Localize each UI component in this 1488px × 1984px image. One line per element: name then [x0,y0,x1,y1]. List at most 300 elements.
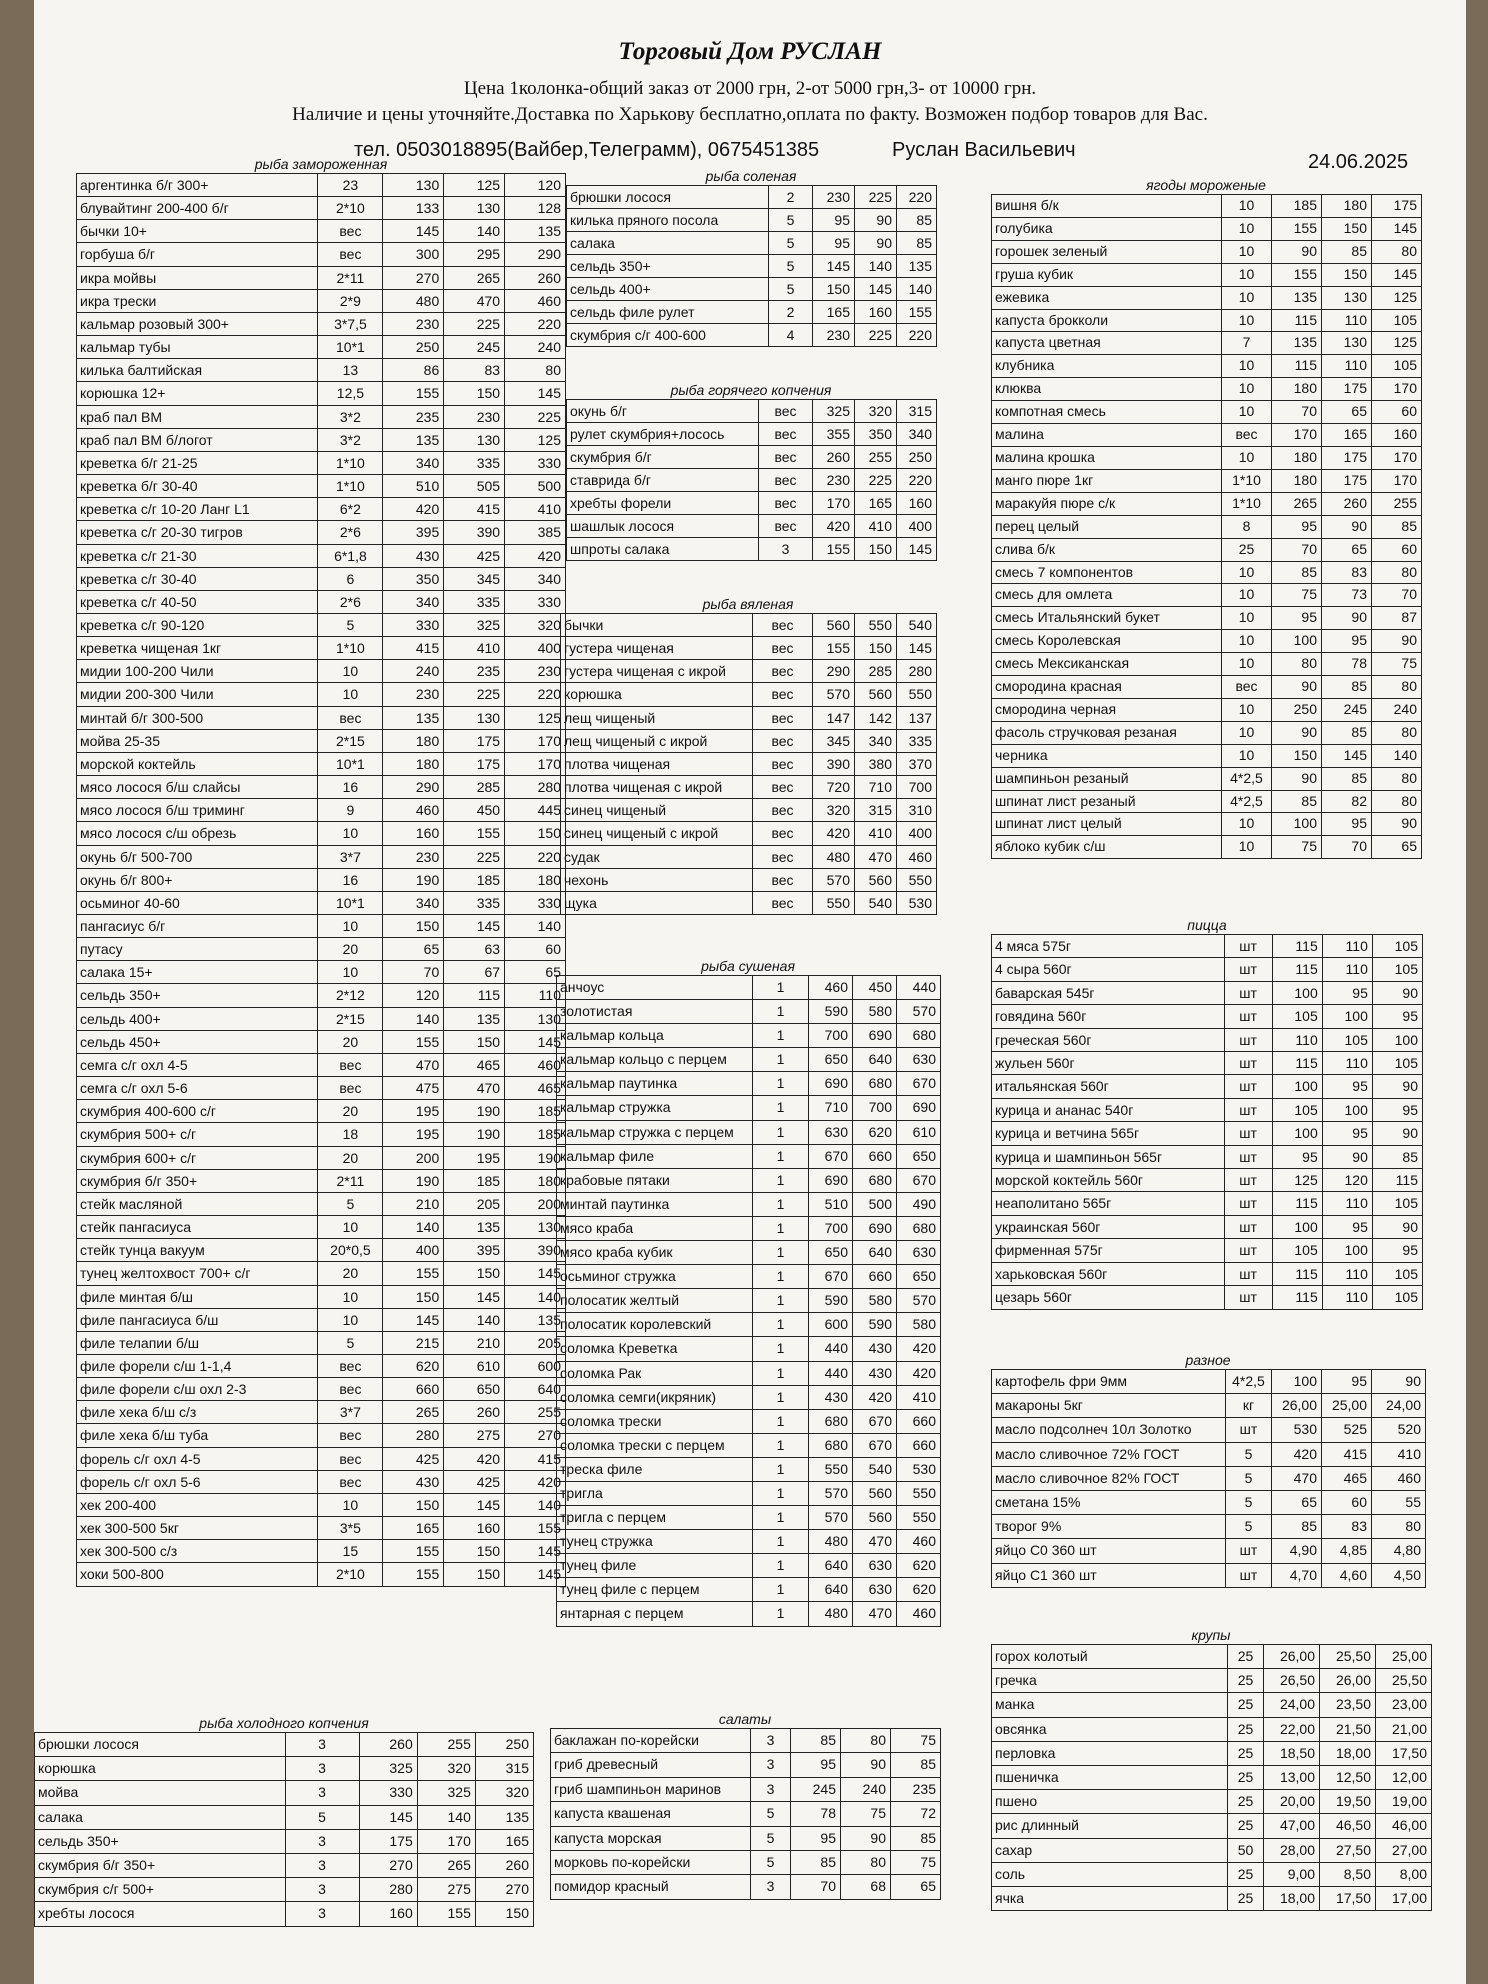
table-row [557,1192,941,1216]
product-name: лещ чищеный с икрой [561,729,753,752]
price-tier-2: 130 [444,706,505,729]
table-row [77,776,566,799]
price-tier-1: 20,00 [1264,1790,1320,1814]
price-tier-2: 240 [841,1777,891,1801]
pack-unit: 1*10 [318,451,383,474]
price-tier-2: 430 [853,1361,897,1385]
price-tier-1: 145 [383,220,444,243]
price-tier-3: 140 [1372,744,1422,767]
price-tier-2: 650 [444,1378,505,1401]
table-row [992,240,1422,263]
product-name: соль [992,1862,1228,1886]
price-tier-2: 80 [841,1729,891,1753]
price-tier-1: 115 [1272,1286,1322,1309]
price-tier-1: 155 [383,1262,444,1285]
pack-unit: 6*2 [318,498,383,521]
product-name: хек 300-500 с/з [77,1540,318,1563]
price-tier-2: 175 [1322,378,1372,401]
table-row [992,1098,1423,1121]
product-name: горошек зеленый [992,240,1222,263]
price-tier-2: 165 [855,492,897,515]
table-row [77,475,566,498]
price-tier-3: 85 [897,209,937,232]
price-tier-1: 425 [383,1447,444,1470]
product-name: тунец стружка [557,1530,753,1554]
price-tier-1: 670 [809,1265,853,1289]
pack-unit: 3 [751,1777,791,1801]
price-tier-1: 700 [809,1216,853,1240]
pack-unit: 10 [1222,217,1272,240]
price-tier-3: 460 [897,1530,941,1554]
pack-unit: 1*10 [318,637,383,660]
product-name: шпинат лист резаный [992,790,1222,813]
table-row [561,706,937,729]
price-tier-2: 410 [855,515,897,538]
price-tier-2: 275 [444,1424,505,1447]
price-tier-2: 430 [853,1337,897,1361]
price-tier-3: 330 [505,590,566,613]
price-tier-1: 145 [383,1308,444,1331]
price-tier-3: 75 [1372,653,1422,676]
price-tier-3: 145 [1372,263,1422,286]
price-tier-3: 27,00 [1376,1838,1432,1862]
table-row [557,1144,941,1168]
pack-unit: 25 [1228,1887,1264,1911]
product-name: окунь б/г [567,400,759,423]
price-table [550,1728,941,1900]
price-tier-2: 90 [1322,1145,1372,1168]
price-tier-1: 680 [809,1433,853,1457]
table-row [992,1790,1432,1814]
product-name: клубника [992,355,1222,378]
table-row [557,1265,941,1289]
pack-unit: вес [753,706,813,729]
table-row [77,891,566,914]
product-name: кальмар розовый 300+ [77,312,318,335]
price-tier-1: 135 [1272,286,1322,309]
pack-unit: вес [759,400,813,423]
section-title: рыба вяленая [702,596,794,612]
price-tier-3: 690 [897,1096,941,1120]
price-tier-2: 150 [444,1030,505,1053]
price-tier-1: 47,00 [1264,1814,1320,1838]
price-tier-1: 13,00 [1264,1766,1320,1790]
product-name: аргентинка б/г 300+ [77,174,318,197]
price-tier-1: 95 [1272,515,1322,538]
price-tier-2: 315 [855,799,897,822]
table-row [77,451,566,474]
product-name: чехонь [561,868,753,891]
price-tier-3: 580 [897,1313,941,1337]
price-tier-1: 265 [383,1401,444,1424]
price-tier-2: 125 [444,174,505,197]
product-name: мясо краба кубик [557,1241,753,1265]
price-tier-1: 24,00 [1264,1693,1320,1717]
product-name: скумбрия б/г [567,446,759,469]
price-tier-3: 130 [505,1216,566,1239]
price-tier-1: 130 [383,174,444,197]
product-name: шпроты салака [567,538,759,561]
price-tier-1: 190 [383,868,444,891]
price-tier-3: 390 [505,1239,566,1262]
product-name: краб пал ВМ б/логот [77,428,318,451]
product-name: масло сливочное 82% ГОСТ [992,1466,1226,1490]
price-tier-2: 325 [417,1781,475,1805]
price-tier-2: 80 [841,1851,891,1875]
price-tier-1: 340 [383,451,444,474]
price-tier-2: 470 [444,289,505,312]
price-tier-1: 90 [1272,240,1322,263]
product-name: скумбрия б/г 350+ [35,1854,286,1878]
price-tier-3: 175 [1372,195,1422,218]
product-name: креветка б/г 30-40 [77,475,318,498]
table-row [35,1805,534,1829]
pack-unit: 1 [753,1072,809,1096]
price-tier-2: 12,50 [1320,1766,1376,1790]
price-tier-2: 63 [444,938,505,961]
price-tier-3: 205 [505,1331,566,1354]
table-row [557,1530,941,1554]
price-tier-2: 670 [853,1433,897,1457]
table-row [77,1169,566,1192]
price-tier-1: 390 [813,752,855,775]
price-tier-2: 90 [841,1753,891,1777]
price-list-sheet [34,0,1466,1984]
price-tier-3: 255 [1372,492,1422,515]
table-row [77,729,566,752]
pack-unit: вес [759,423,813,446]
price-tier-3: 320 [505,613,566,636]
pack-unit: вес [318,243,383,266]
price-tier-1: 325 [813,400,855,423]
product-name: филе форели с/ш 1-1,4 [77,1354,318,1377]
product-name: пангасиус б/г [77,915,318,938]
price-tier-2: 560 [853,1506,897,1530]
price-tier-2: 140 [444,1308,505,1331]
product-name: краб пал ВМ [77,405,318,428]
price-tier-1: 670 [809,1144,853,1168]
product-name: 4 мяса 575г [992,935,1225,958]
pack-unit: вес [753,614,813,637]
price-tier-1: 133 [383,197,444,220]
table-row [992,309,1422,332]
product-name: треска филе [557,1457,753,1481]
pack-unit: 1 [753,1481,809,1505]
product-name: креветка с/г 20-30 тигров [77,521,318,544]
price-tier-2: 175 [1322,469,1372,492]
price-tier-1: 250 [1272,698,1322,721]
table-row [561,660,937,683]
price-tier-1: 18,00 [1264,1887,1320,1911]
price-tier-1: 660 [383,1378,444,1401]
table-row [77,1540,566,1563]
price-tier-3: 165 [475,1829,533,1853]
pack-unit: вес [759,515,813,538]
price-tier-2: 145 [444,915,505,938]
price-tier-1: 210 [383,1192,444,1215]
pack-unit: вес [753,729,813,752]
product-name: овсянка [992,1717,1228,1741]
pack-unit: 10 [318,683,383,706]
pack-unit: 1 [753,1241,809,1265]
price-tier-1: 650 [809,1241,853,1265]
price-tier-3: 620 [897,1554,941,1578]
product-name: тунец филе с перцем [557,1578,753,1602]
price-tier-2: 225 [444,312,505,335]
table-row [77,336,566,359]
pack-unit: 4*2,5 [1226,1370,1272,1394]
table-row [557,1241,941,1265]
price-tier-3: 340 [897,423,937,446]
price-tier-3: 410 [1372,1442,1426,1466]
product-name: греческая 560г [992,1028,1225,1051]
table-row [992,1491,1426,1515]
price-tier-2: 170 [417,1829,475,1853]
table-row [992,653,1422,676]
price-tier-2: 265 [444,266,505,289]
table-row [35,1878,534,1902]
table-row [992,1192,1423,1215]
product-name: сельдь 350+ [35,1829,286,1853]
pack-unit: 25 [1228,1645,1264,1669]
price-tier-2: 18,00 [1320,1741,1376,1765]
price-tier-3: 410 [505,498,566,521]
pack-unit: 1 [753,1385,809,1409]
price-tier-2: 710 [855,776,897,799]
price-tier-3: 200 [505,1192,566,1215]
price-tier-1: 260 [813,446,855,469]
product-name: филе пангасиуса б/ш [77,1308,318,1331]
product-name: сельдь 450+ [77,1030,318,1053]
pack-unit: шт [1224,958,1272,981]
price-tier-3: 137 [897,706,937,729]
price-tier-1: 590 [809,1289,853,1313]
table-row [77,1308,566,1331]
pack-unit: 5 [1226,1442,1272,1466]
price-tier-2: 540 [855,891,897,914]
price-tier-3: 80 [1372,1515,1426,1539]
price-tier-1: 185 [1272,195,1322,218]
table-row [35,1829,534,1853]
table-row [561,822,937,845]
price-tier-3: 280 [505,776,566,799]
price-tier-3: 170 [1372,469,1422,492]
product-name: салака 15+ [77,961,318,984]
pack-unit: 1 [753,1265,809,1289]
price-tier-1: 80 [1272,653,1322,676]
price-tier-1: 180 [383,752,444,775]
product-name: яйцо С1 360 шт [992,1563,1226,1587]
price-tier-1: 620 [383,1354,444,1377]
price-tier-3: 420 [897,1361,941,1385]
product-name: янтарная с перцем [557,1602,753,1626]
price-tier-3: 135 [505,220,566,243]
price-tier-3: 80 [1372,721,1422,744]
table-row [992,263,1422,286]
price-tier-3: 170 [505,752,566,775]
table-row [992,584,1422,607]
pack-unit: 2*10 [318,1563,383,1586]
price-tier-3: 87 [1372,607,1422,630]
pack-unit: 2*15 [318,1007,383,1030]
price-tier-2: 110 [1322,1286,1372,1309]
pack-unit: 1 [753,1216,809,1240]
pack-unit: 10 [1222,240,1272,263]
product-name: путасу [77,938,318,961]
price-tier-3: 620 [897,1578,941,1602]
table-row [557,1024,941,1048]
price-tier-2: 210 [444,1331,505,1354]
price-tier-3: 660 [897,1409,941,1433]
product-name: сельдь филе рулет [567,301,769,324]
table-row [992,1052,1423,1075]
price-tier-1: 640 [809,1554,853,1578]
pack-unit: вес [753,845,813,868]
table-row [561,868,937,891]
table-row [567,278,937,301]
price-tier-3: 570 [897,1289,941,1313]
price-tier-3: 460 [1372,1466,1426,1490]
pack-unit: 20 [318,1030,383,1053]
product-name: кальмар паутинка [557,1072,753,1096]
pack-unit: 3 [751,1729,791,1753]
price-tier-2: 335 [444,590,505,613]
pack-unit: 5 [751,1802,791,1826]
price-tier-1: 170 [813,492,855,515]
price-tier-2: 425 [444,544,505,567]
price-tier-3: 95 [1372,1239,1422,1262]
price-tier-3: 550 [897,683,937,706]
table-row [77,220,566,243]
table-row [557,1457,941,1481]
price-tier-2: 640 [853,1241,897,1265]
price-tier-1: 75 [1272,584,1322,607]
price-tier-2: 95 [1322,1122,1372,1145]
price-tier-3: 70 [1372,584,1422,607]
price-tier-3: 65 [891,1875,941,1899]
pack-unit: 4*2,5 [1222,767,1272,790]
price-tier-2: 690 [853,1216,897,1240]
price-tier-1: 690 [809,1168,853,1192]
product-name: креветка с/г 30-40 [77,567,318,590]
price-tier-2: 21,50 [1320,1717,1376,1741]
table-row [77,1378,566,1401]
pack-unit: шт [1224,981,1272,1004]
price-tier-1: 115 [1272,309,1322,332]
price-tier-3: 150 [475,1902,533,1926]
price-tier-2: 17,50 [1320,1887,1376,1911]
product-name: форель с/г охл 5-6 [77,1470,318,1493]
pack-unit: вес [318,220,383,243]
price-tier-1: 155 [383,382,444,405]
price-tier-3: 95 [1372,1098,1422,1121]
product-name: клюква [992,378,1222,401]
company-title: Торговый Дом РУСЛАН [618,38,882,65]
product-name: золотистая [557,1000,753,1024]
price-tier-2: 85 [1322,767,1372,790]
price-tier-3: 180 [505,868,566,891]
product-name: мясо лосося б/ш слайсы [77,776,318,799]
price-tier-3: 220 [897,469,937,492]
price-tier-3: 105 [1372,1286,1422,1309]
price-tier-1: 480 [383,289,444,312]
price-tier-3: 610 [897,1120,941,1144]
pack-unit: 1 [753,1361,809,1385]
product-name: салака [35,1805,286,1829]
price-tier-1: 100 [1272,813,1322,836]
price-tier-3: 145 [505,1563,566,1586]
product-name: синец чищеный [561,799,753,822]
table-row [992,1286,1423,1309]
price-tier-3: 130 [505,1007,566,1030]
price-tier-1: 78 [791,1802,841,1826]
price-tier-3: 640 [505,1378,566,1401]
price-tier-2: 100 [1322,1239,1372,1262]
product-name: полосатик желтый [557,1289,753,1313]
price-tier-1: 155 [813,538,855,561]
price-tier-2: 410 [444,637,505,660]
price-tier-3: 465 [505,1077,566,1100]
pack-unit: 20*0,5 [318,1239,383,1262]
table-row [77,1470,566,1493]
table-row [992,1741,1432,1765]
product-name: слива б/к [992,538,1222,561]
pack-unit: 6 [318,567,383,590]
product-name: сельдь 350+ [77,984,318,1007]
table-row [77,197,566,220]
product-name: хоки 500-800 [77,1563,318,1586]
pack-unit: 3*5 [318,1517,383,1540]
price-tier-3: 180 [505,1169,566,1192]
price-tier-3: 220 [505,683,566,706]
pack-unit: вес [753,752,813,775]
price-tier-2: 230 [444,405,505,428]
price-tier-1: 180 [1272,378,1322,401]
price-tier-2: 640 [853,1048,897,1072]
product-name: соломка семги(икряник) [557,1385,753,1409]
price-tier-3: 145 [897,637,937,660]
product-name: перец целый [992,515,1222,538]
table-row [77,1493,566,1516]
price-tier-2: 690 [853,1024,897,1048]
table-row [567,232,937,255]
product-name: горбуша б/г [77,243,318,266]
price-tier-1: 530 [1272,1418,1322,1442]
table-row [992,813,1422,836]
table-row [77,868,566,891]
price-tier-3: 335 [897,729,937,752]
table-row [557,1361,941,1385]
price-tier-2: 110 [1322,1262,1372,1285]
price-tier-3: 460 [897,845,937,868]
product-name: хек 300-500 5кг [77,1517,318,1540]
price-tier-3: 370 [897,752,937,775]
pack-unit: 1 [753,1530,809,1554]
product-name: корюшка [35,1757,286,1781]
price-tier-1: 70 [383,961,444,984]
price-tier-1: 420 [813,822,855,845]
price-tier-2: 285 [855,660,897,683]
price-tier-1: 570 [809,1481,853,1505]
product-name: вишня б/к [992,195,1222,218]
product-name: креветка с/г 40-50 [77,590,318,613]
product-name: креветка с/г 21-30 [77,544,318,567]
price-tier-1: 150 [383,915,444,938]
price-tier-2: 67 [444,961,505,984]
pack-unit: 10*1 [318,336,383,359]
price-tier-1: 550 [813,891,855,914]
pack-unit: 5 [769,278,813,301]
